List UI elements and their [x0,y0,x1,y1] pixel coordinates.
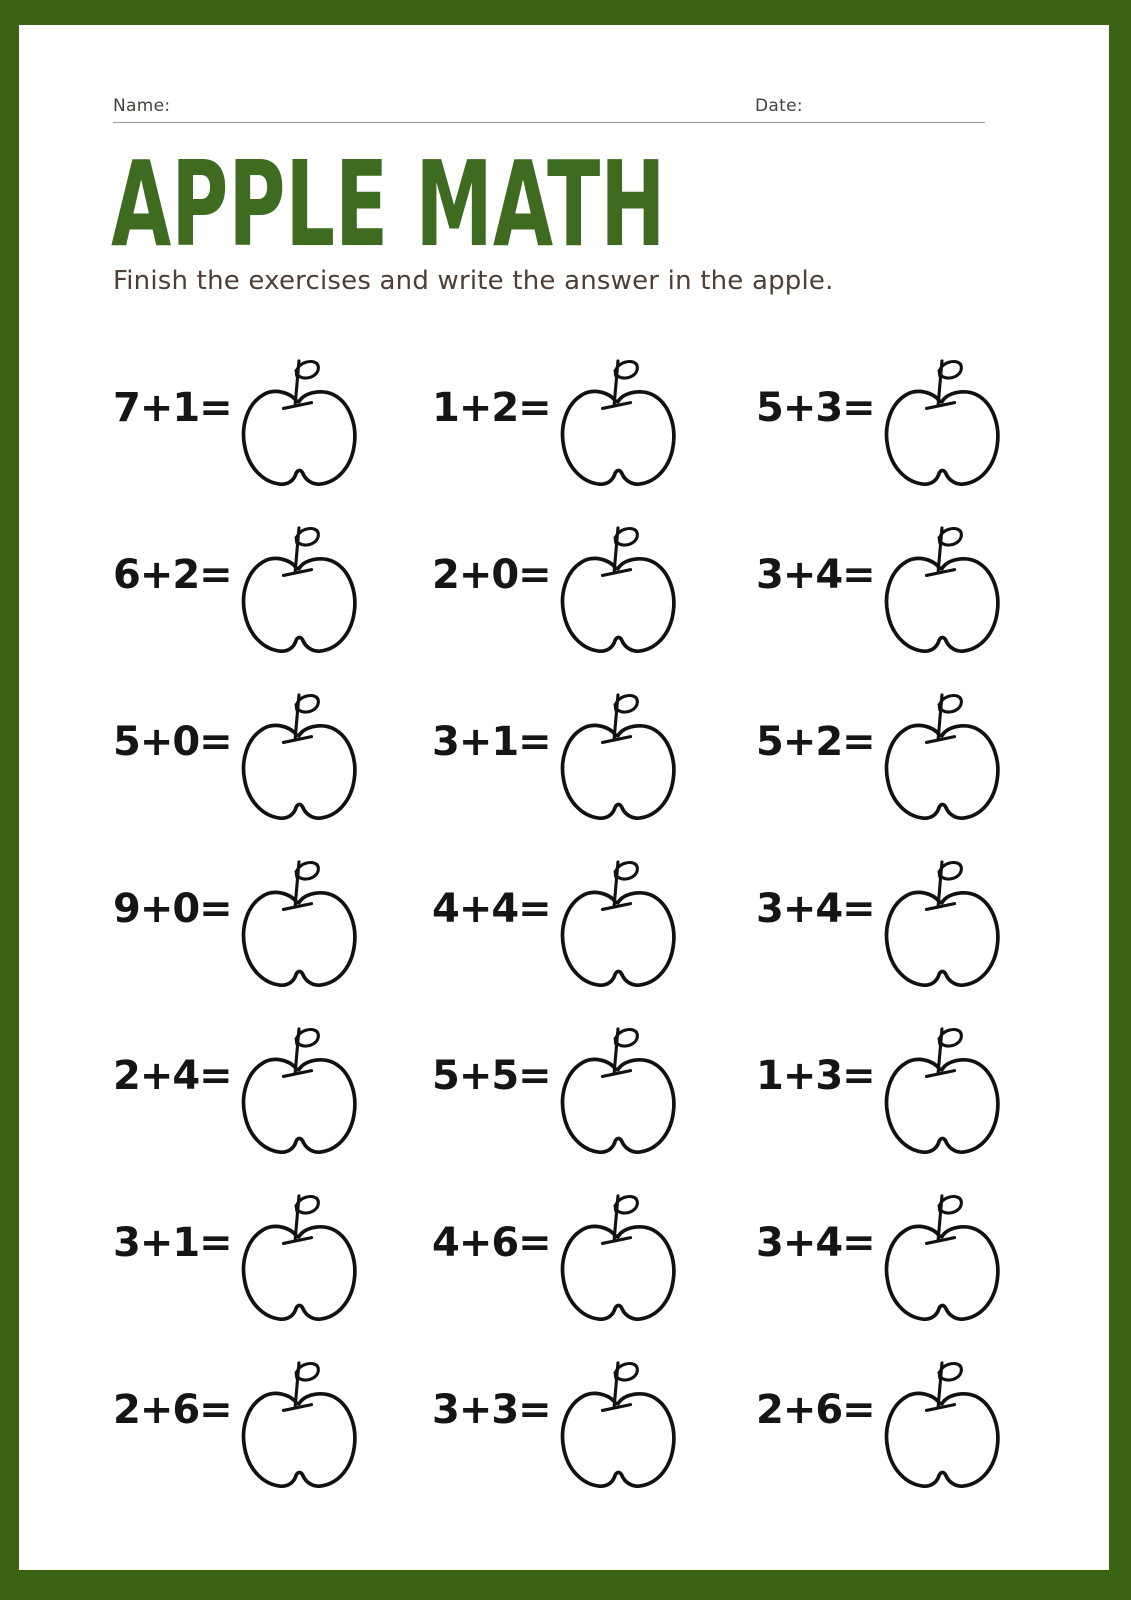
equation-text: 5+5= [432,1052,551,1099]
apple-outline-icon [878,1353,1004,1495]
equation-text: 4+6= [432,1219,551,1266]
exercise-cell [432,1006,756,1173]
name-date-line [113,122,985,123]
apple-outline-icon [878,852,1004,994]
date-label: Date: [755,96,803,116]
exercise-cell [432,1173,756,1340]
apple-outline-icon [235,852,361,994]
equation-text: 5+0= [113,718,232,765]
equation-text: 1+3= [756,1052,875,1099]
apple-outline-icon [235,1353,361,1495]
exercise-cell [113,338,432,505]
page-title: APPLE MATH [111,135,666,273]
apple-outline-icon [554,1019,680,1161]
exercise-grid [113,338,1018,1507]
equation-text: 3+1= [113,1219,232,1266]
exercise-cell [432,672,756,839]
exercise-cell [432,1340,756,1507]
equation-text: 3+4= [756,885,875,932]
exercise-cell [756,839,1018,1006]
apple-outline-icon [878,1019,1004,1161]
apple-outline-icon [878,1186,1004,1328]
equation-text: 3+4= [756,1219,875,1266]
equation-text: 9+0= [113,885,232,932]
name-label: Name: [113,96,171,116]
exercise-cell [113,505,432,672]
exercise-cell [756,1173,1018,1340]
exercise-cell [756,505,1018,672]
equation-text: 1+2= [432,384,551,431]
equation-text: 5+2= [756,718,875,765]
apple-outline-icon [554,351,680,493]
apple-outline-icon [235,685,361,827]
apple-outline-icon [554,852,680,994]
equation-text: 2+6= [113,1386,232,1433]
exercise-cell [113,1340,432,1507]
apple-outline-icon [235,351,361,493]
exercise-cell [432,338,756,505]
equation-text: 4+4= [432,885,551,932]
equation-text: 3+1= [432,718,551,765]
exercise-cell [756,1006,1018,1173]
exercise-cell [113,1173,432,1340]
equation-text: 6+2= [113,551,232,598]
exercise-cell [113,839,432,1006]
apple-outline-icon [235,1019,361,1161]
exercise-cell [756,1340,1018,1507]
exercise-cell [113,1006,432,1173]
equation-text: 2+6= [756,1386,875,1433]
exercise-cell [113,672,432,839]
exercise-cell [432,839,756,1006]
exercise-cell [756,672,1018,839]
equation-text: 3+4= [756,551,875,598]
apple-outline-icon [878,351,1004,493]
apple-outline-icon [878,518,1004,660]
exercise-cell [432,505,756,672]
page-subtitle: Finish the exercises and write the answer in the apple. [113,266,834,296]
equation-text: 7+1= [113,384,232,431]
exercise-cell [756,338,1018,505]
apple-outline-icon [554,518,680,660]
equation-text: 2+0= [432,551,551,598]
apple-outline-icon [235,1186,361,1328]
apple-outline-icon [878,685,1004,827]
apple-outline-icon [554,685,680,827]
equation-text: 5+3= [756,384,875,431]
equation-text: 2+4= [113,1052,232,1099]
apple-outline-icon [554,1186,680,1328]
apple-outline-icon [235,518,361,660]
equation-text: 3+3= [432,1386,551,1433]
apple-outline-icon [554,1353,680,1495]
